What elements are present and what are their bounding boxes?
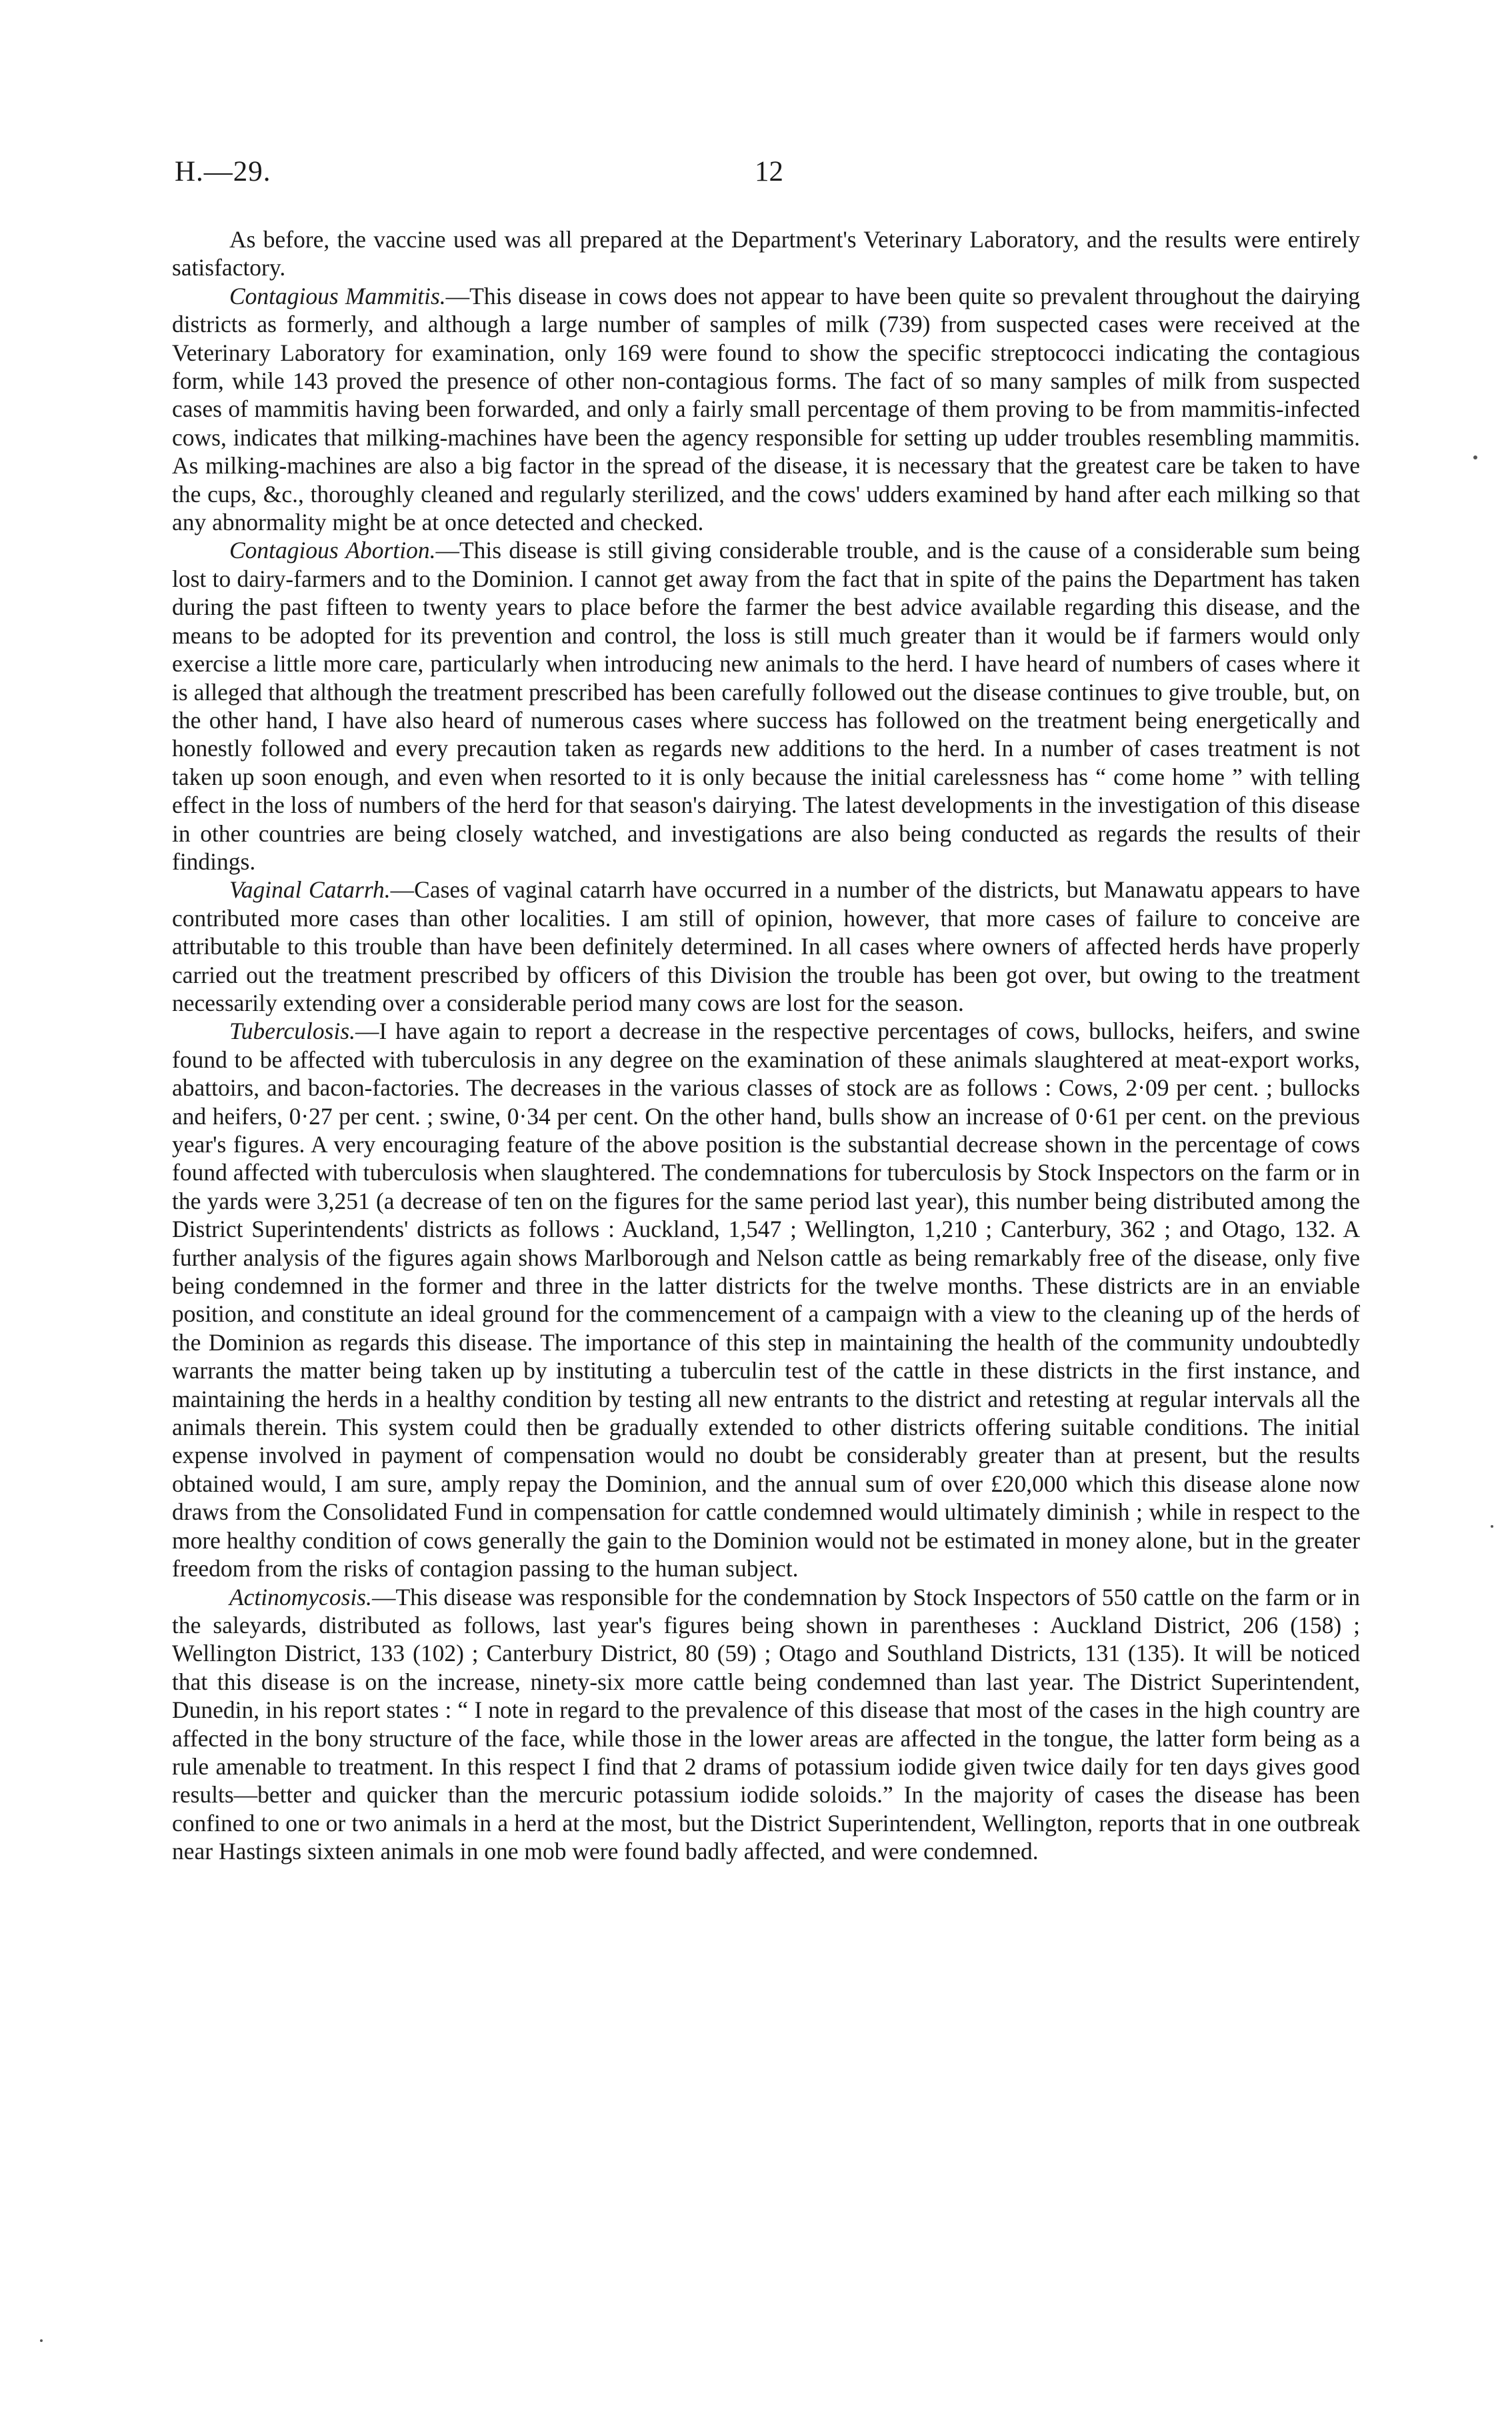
paragraph-contagious-mammitis — [172, 282, 1360, 537]
paragraph-text: As before, the vaccine used was all prepared at the Department's Veterinary Laboratory, and the results were entirely satisfactory. — [172, 226, 1360, 281]
report-body — [172, 225, 1360, 1866]
paragraph-text: —This disease is still giving considerable trouble, and is the cause of a considerable sum being lost to dairy-farmers and to the Dominion. I cannot get away from the fact that in spite of the pains the Department has taken during the past fifteen to twenty years to place before the farmer the best advice available regarding this disease, and the means to be adopted for its prevention and control, the loss is still much greater than it would be if farmers would only exercise a little more care, particularly when introducing new animals to the herd. I have heard of numbers of cases where it is alleged that although the treatment prescribed has been carefully followed out the disease continues to give trouble, but, on the other hand, I have also heard of numerous cases where success has followed on the treatment being energetically and honestly followed and every precaution taken as regards new additions to the herd. In a number of cases treatment is not taken up soon enough, and even when resorted to it is only because the initial carelessness has “ come home ” with telling effect in the loss of numbers of the herd for that season's dairying. The latest developments in the investigation of this disease in other countries are being closely watched, and investigations are also being conducted as regards the results of their findings. — [172, 537, 1360, 875]
paragraph-vaginal-catarrh — [172, 876, 1360, 1017]
scan-speck — [1473, 455, 1477, 459]
paragraph-text: —Cases of vaginal catarrh have occurred in a number of the districts, but Manawatu appears to have contributed more cases than other localities. I am still of opinion, however, that more cases of failure to conceive are attributable to this trouble than have been definitely determined. In all cases where owners of affected herds have properly carried out the treatment prescribed by officers of this Division the trouble has been got over, but owing to the treatment necessarily extending over a considerable period many cows are lost for the season. — [172, 876, 1360, 1016]
section-heading: Contagious Mammitis. — [229, 282, 446, 309]
paragraph-text: —This disease was responsible for the condemnation by Stock Inspectors of 550 cattle on the farm or in the saleyards, distributed as follows, last year's figures being shown in parentheses : Auckland District, 206 (158) ; Wellington District, 133 (102) ; Canterbury District, 80 (59) ; Otago and Southland Districts, 131 (135). It will be noticed that this disease is on the increase, ninety-six more cattle being condemned than last year. The District Superintendent, Dunedin, in his report states : “ I note in regard to the prevalence of this disease that most of the cases in the high country are affected in the bony structure of the face, while those in the lower areas are affected in the tongue, the latter form being as a rule amenable to treatment. In this respect I find that 2 drams of potassium iodide given twice daily for ten days gives good results—better and quicker than the mercuric potassium iodide soloids.” In the majority of cases the disease has been confined to one or two animals in a herd at the most, but the District Superintendent, Wellington, reports that in one outbreak near Hastings sixteen animals in one mob were found badly affected, and were condemned. — [172, 1583, 1360, 1865]
paragraph-text: —This disease in cows does not appear to have been quite so prevalent throughout the dairying districts as formerly, and although a large number of samples of milk (739) from suspected cases were received at the Veterinary Laboratory for examination, only 169 were found to show the specific streptococci indicating the contagious form, while 143 proved the presence of other non-contagious forms. The fact of so many samples of milk from suspected cases of mammitis having been forwarded, and only a fairly small percentage of them proving to be from mammitis-infected cows, indicates that milking-machines have been the agency responsible for setting up udder troubles resembling mammitis. As milking-machines are also a big factor in the spread of the disease, it is necessary that the greatest care be taken to have the cups, &c., thoroughly cleaned and regularly sterilized, and the cows' udders examined by hand after each milking so that any abnormality might be at once detected and checked. — [172, 282, 1360, 536]
scan-speck — [1491, 1525, 1493, 1528]
paragraph-text: —I have again to report a decrease in the respective percentages of cows, bullocks, heifers, and swine found to be affected with tuberculosis in any degree on the examination of these animals slaughtered at meat-export works, abattoirs, and bacon-factories. The decreases in the various classes of stock are as follows : Cows, 2·09 per cent. ; bullocks and heifers, 0·27 per cent. ; swine, 0·34 per cent. On the other hand, bulls show an increase of 0·61 per cent. on the previous year's figures. A very encouraging feature of the above position is the substantial decrease shown in the percentage of cows found affected with tuberculosis when slaughtered. The condemnations for tuberculosis by Stock Inspectors on the farm or in the yards were 3,251 (a decrease of ten on the figures for the same period last year), this number being distributed among the District Superintendents' districts as follows : Auckland, 1,547 ; Wellington, 1,210 ; Canterbury, 362 ; and Otago, 132. A further analysis of the figures again shows Marlborough and Nelson cattle as being remarkably free of the disease, only five being condemned in the former and three in the latter districts for the twelve months. These districts are in an enviable position, and constitute an ideal ground for the commencement of a campaign with a view to the cleaning up of the herds of the Dominion as regards this disease. The importance of this step in maintaining the health of the community undoubtedly warrants the matter being taken up by instituting a tuberculin test of the cattle in these districts in the first instance, and maintaining the herds in a healthy condition by testing all new entrants to the district and retesting at regular intervals all the animals therein. This system could then be gradually extended to other districts offering suitable conditions. The initial expense involved in payment of compensation would no doubt be considerably greater than at present, but the results obtained would, I am sure, amply repay the Dominion, and the annual sum of over £20,000 which this disease alone now draws from the Consolidated Fund in compensation for cattle condemned would ultimately diminish ; while in respect to the more healthy condition of cows generally the gain to the Dominion would not be estimated in money alone, but in the greater freedom from the risks of contagion passing to the human subject. — [172, 1018, 1360, 1582]
section-heading: Contagious Abortion. — [229, 537, 436, 564]
document-reference: H.—29. — [175, 156, 271, 187]
scan-speck — [40, 2339, 43, 2342]
page-header — [175, 152, 1361, 192]
section-heading: Tuberculosis. — [229, 1018, 356, 1045]
section-heading: Actinomycosis. — [229, 1583, 372, 1610]
paragraph-actinomycosis — [172, 1583, 1360, 1866]
paragraph-contagious-abortion — [172, 536, 1360, 876]
section-heading: Vaginal Catarrh. — [229, 876, 391, 904]
paragraph-tuberculosis — [172, 1017, 1360, 1582]
paragraph-vaccine — [172, 225, 1360, 282]
page-number: 12 — [755, 156, 783, 187]
